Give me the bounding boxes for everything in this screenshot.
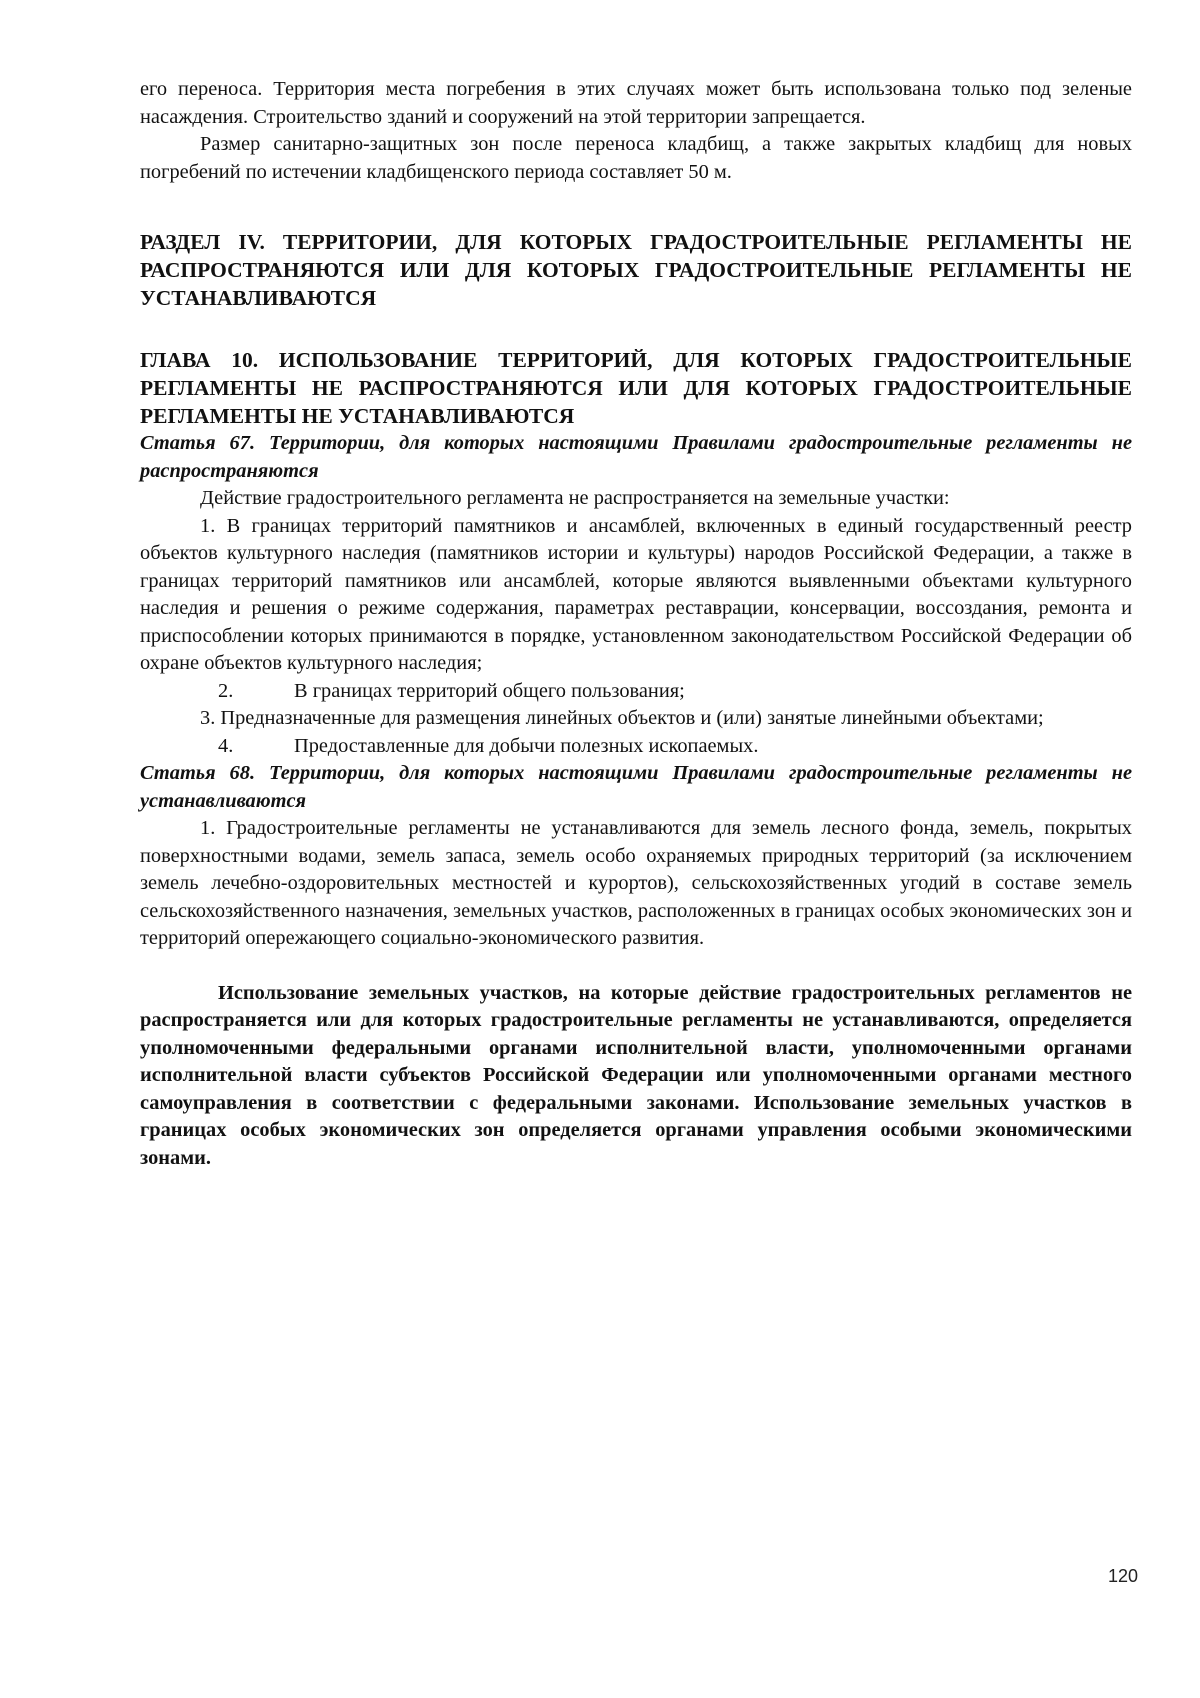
article-67-lead: Действие градостроительного регламента не распространяется на земельные участки: <box>200 487 950 509</box>
article-68-item-1: 1. Градостроительные регламенты не устанавливаются для земель лесного фонда, земель, покрытых поверхностными водами, земель запаса, земель особо охраняемых природных территорий (за исключением земель лечебно-оздоровительных местностей и курортов), сельскохозяйственных угодий в составе земель сельскохозяйственного назначения, земельных участков, расположенных в границах особых экономических зон и территорий опережающего социально-экономического развития. <box>140 817 1132 949</box>
item-text: Предоставленные для добычи полезных ископаемых. <box>294 734 759 757</box>
article-67-item-3: 3. Предназначенные для размещения линейных объектов и (или) занятые линейными объектами; <box>200 707 1044 729</box>
item-number: 2. <box>218 679 234 702</box>
article-68-title: Статья 68. Территории, для которых настоящими Правилами градостроительные регламенты не устанавливаются <box>140 762 1132 812</box>
intro-paragraph-1: его переноса. Территория места погребения в этих случаях может быть использована только под зеленые насаждения. Строительство зданий и сооружений на этой территории запрещается. <box>140 78 1132 128</box>
closing-paragraph: Использование земельных участков, на которые действие градостроительных регламентов не распространяется или для которых градостроительные регламенты не устанавливаются, определяется уполномоченными федеральными органами исполнительной власти, уполномоченными органами исполнительной власти субъектов Российской Федерации или уполномоченными органами местного самоуправления в соответствии с федеральными законами. Использование земельных участков в границах особых экономических зон определяется органами управления особыми экономическими зонами. <box>140 981 1132 1169</box>
item-number: 4. <box>218 734 234 757</box>
article-67-item-4 <box>140 733 1132 761</box>
article-67-item-2 <box>140 678 1132 706</box>
section-title: РАЗДЕЛ IV. ТЕРРИТОРИИ, ДЛЯ КОТОРЫХ ГРАДОСТРОИТЕЛЬНЫЕ РЕГЛАМЕНТЫ НЕ РАСПРОСТРАНЯЮТСЯ ИЛИ ДЛЯ КОТОРЫХ ГРАДОСТРОИТЕЛЬНЫЕ РЕГЛАМЕНТЫ НЕ УСТАНАВЛИВАЮТСЯ <box>140 230 1132 310</box>
article-67-item-1: 1. В границах территорий памятников и ансамблей, включенных в единый государственный реестр объектов культурного наследия (памятников истории и культуры) народов Российской Федерации, а также в границах территорий памятников или ансамблей, которые являются выявленными объектами культурного наследия и решения о режиме содержания, параметрах реставрации, консервации, воссоздания, ремонта и приспособлении которых принимаются в порядке, установленном законодательством Российской Федерации об охране объектов культурного наследия; <box>140 514 1132 674</box>
intro-paragraph-2: Размер санитарно-защитных зон после переноса кладбищ, а также закрытых кладбищ для новых погребений по истечении кладбищенского периода составляет 50 м. <box>140 133 1132 183</box>
article-67-title: Статья 67. Территории, для которых настоящими Правилами градостроительные регламенты не распространяются <box>140 432 1132 482</box>
page-number: 120 <box>1108 1566 1139 1586</box>
item-text: В границах территорий общего пользования; <box>294 679 685 702</box>
chapter-title: ГЛАВА 10. ИСПОЛЬЗОВАНИЕ ТЕРРИТОРИЙ, ДЛЯ КОТОРЫХ ГРАДОСТРОИТЕЛЬНЫЕ РЕГЛАМЕНТЫ НЕ РАСПРОСТРАНЯЮТСЯ ИЛИ ДЛЯ КОТОРЫХ ГРАДОСТРОИТЕЛЬНЫЕ РЕГЛАМЕНТЫ НЕ УСТАНАВЛИВАЮТСЯ <box>140 348 1132 428</box>
document-page <box>140 76 1132 1172</box>
